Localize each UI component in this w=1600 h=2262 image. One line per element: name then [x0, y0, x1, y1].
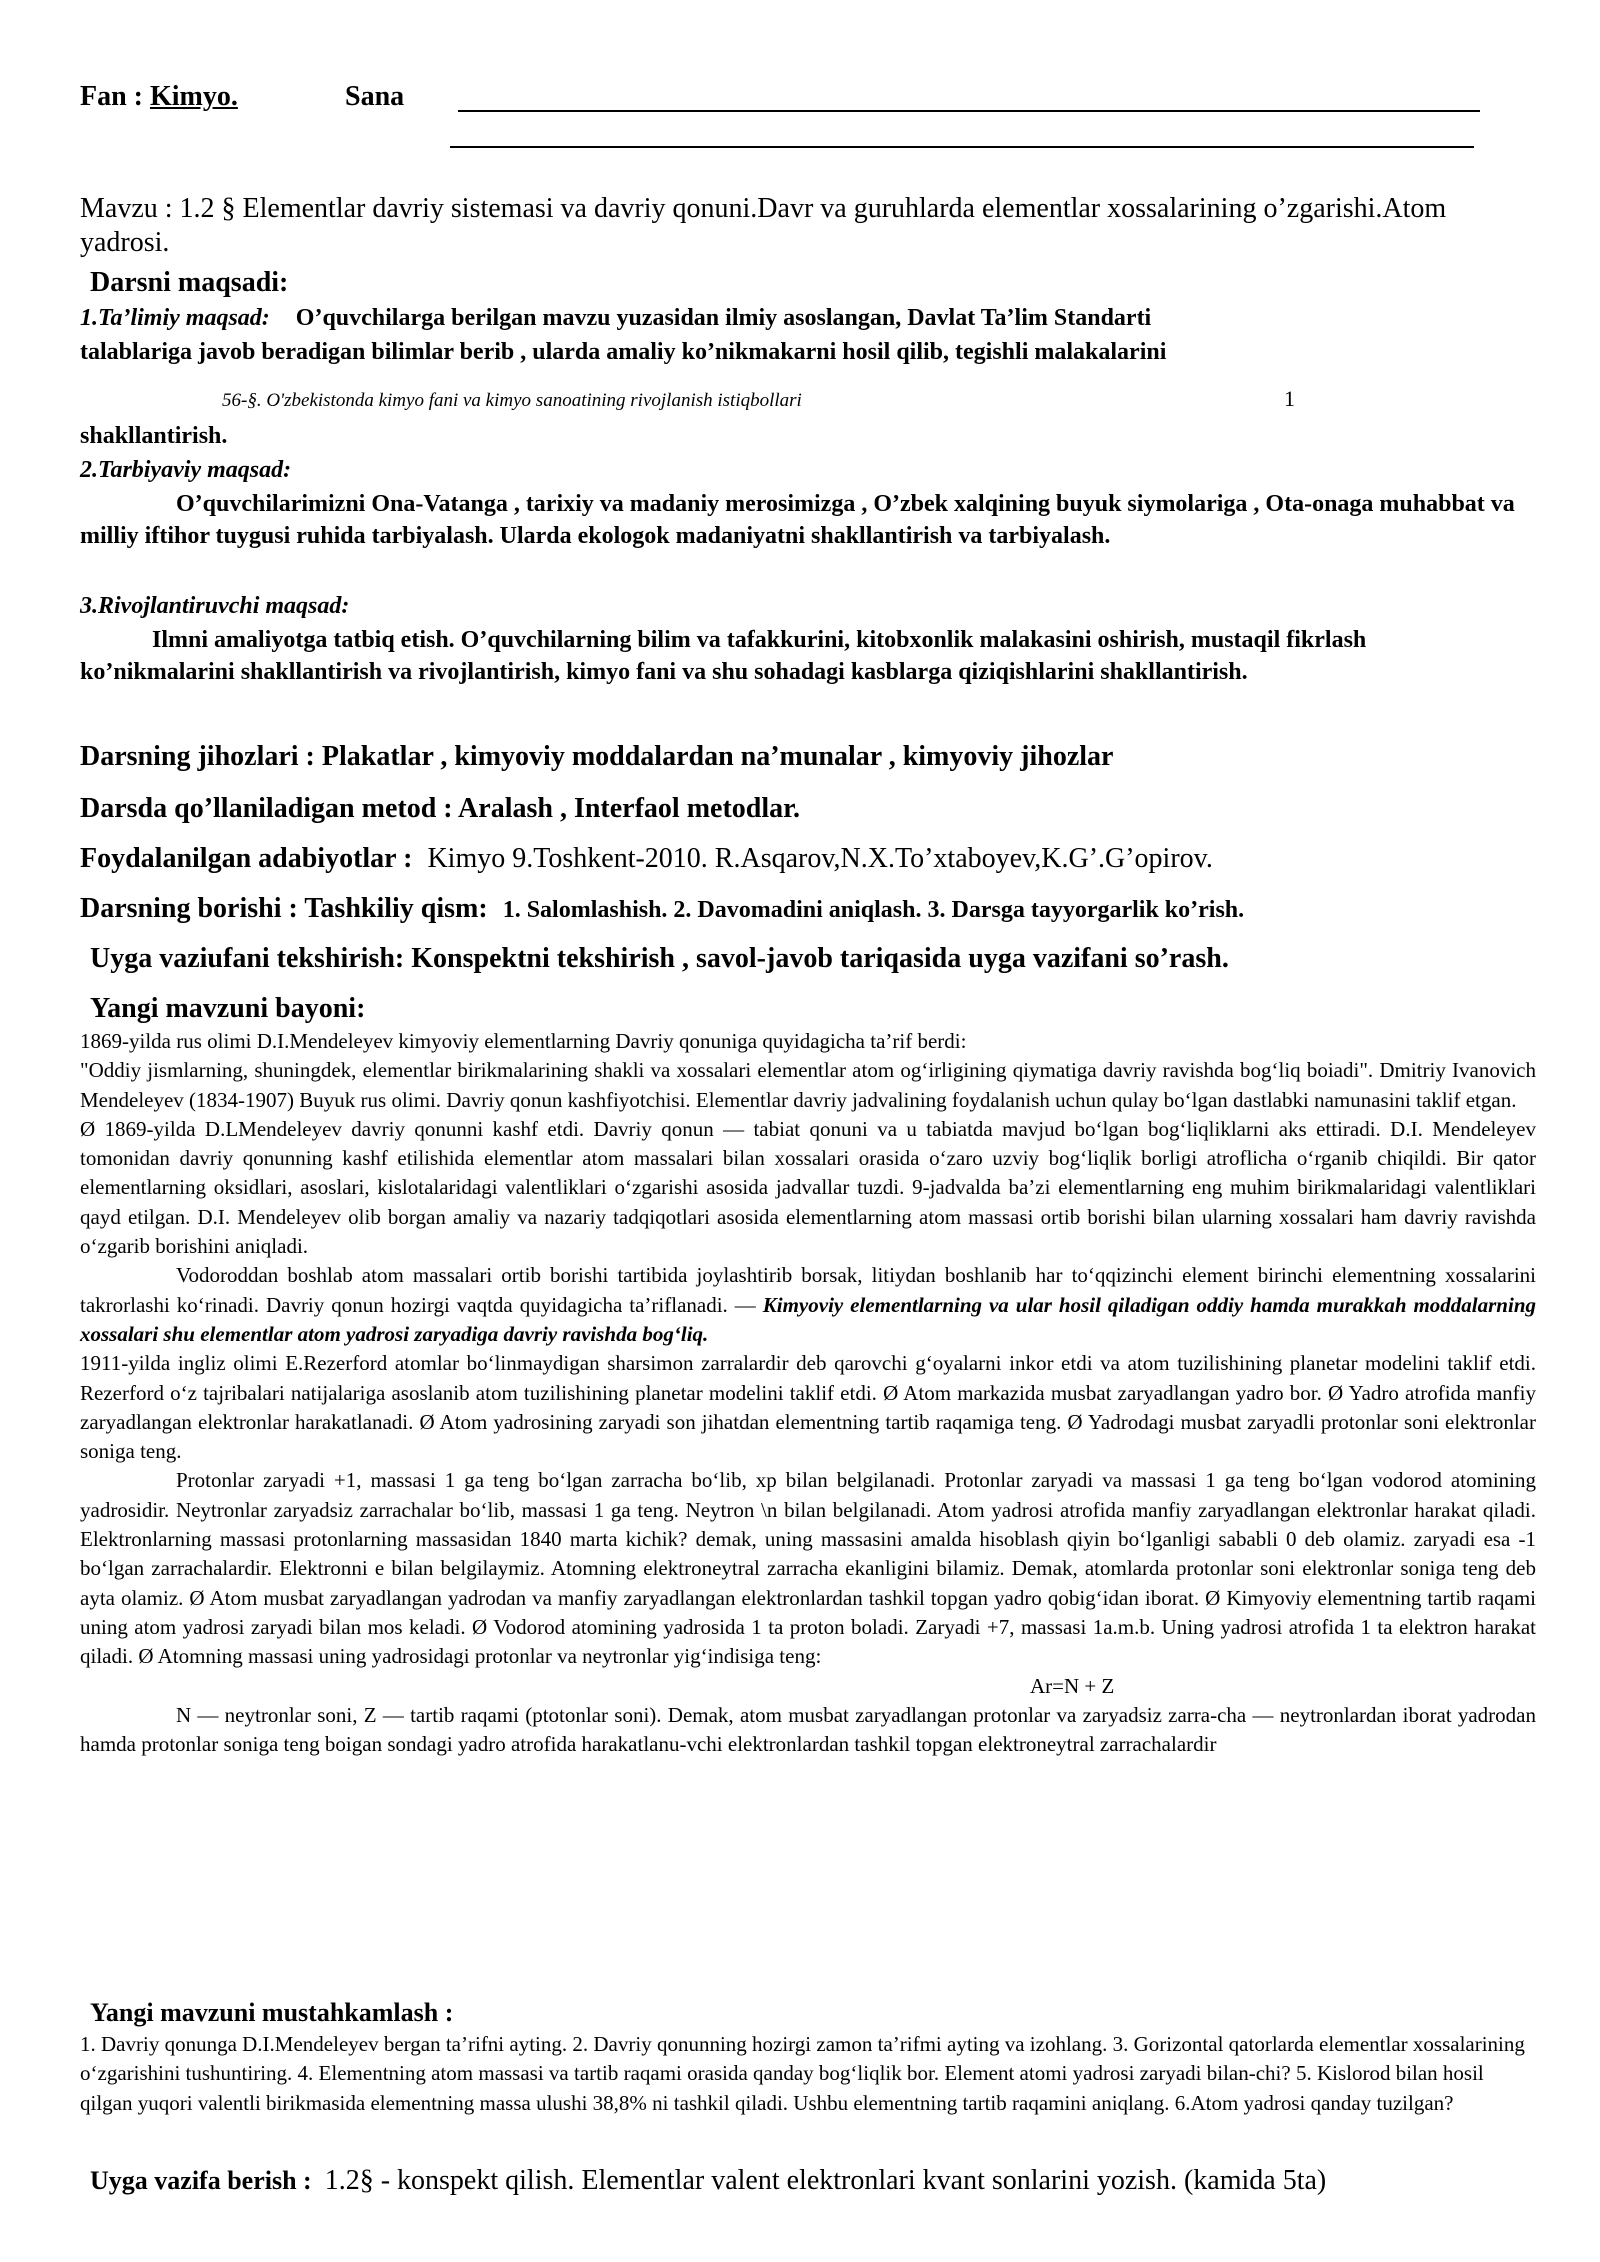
homework-label: Uyga vazifa berish : [90, 2166, 312, 2195]
method-line: Darsda qo’llaniladigan metod : Aralash , Interfaol metodlar. [80, 793, 800, 824]
goals-heading: Darsni maqsadi: [90, 267, 289, 298]
body-text [80, 1027, 1536, 1759]
equipment-line: Darsning jihozlari : Plakatlar , kimyoviy moddalardan na’munalar , kimyoviy jihozlar [80, 741, 1114, 772]
sana-label: Sana [345, 81, 405, 112]
goal-1-line-a [80, 302, 1520, 334]
homework-line [90, 2164, 1326, 2198]
fan-value: Kimyo. [150, 81, 238, 112]
paragraph-1: 1869-yilda rus olimi D.I.Mendeleyev kimyoviy elementlarning Davriy qonuniga quyidagicha ta’rif berdi: [80, 1029, 967, 1053]
reinforcement-heading: Yangi mavzuni mustahkamlash : [90, 1998, 454, 2027]
goal-2-text: O’quvchilarimizni Ona-Vatanga , tarixiy va madaniy merosimizga , O’zbek xalqining buyuk siymolariga , Ota-onaga muhabbat va milliy iftihor tuygusi ruhida tarbiyalash. Ularda ekologok madaniyatni shakllantirish va tarbiyalash. [80, 491, 1515, 549]
new-topic-heading: Yangi mavzuni bayoni: [90, 993, 366, 1024]
subject-line [80, 80, 238, 114]
date-line-1 [458, 110, 1480, 112]
goal-1-text-c: shakllantirish. [80, 423, 228, 449]
footer-page-number: 1 [1284, 386, 1295, 411]
goal-3-text: Ilmni amaliyotga tatbiq etish. O’quvchilarning bilim va tafakkurini, kitobxonlik malakasini oshirish, mustaqil fikrlash ko’nikmalarini shakllantirish va rivojlantirish, kimyo fani va shu sohadagi kasblarga qiziqishlarini shakllantirish. [80, 627, 1367, 685]
footer-reference: 56-§. O'zbekistonda kimyo fani va kimyo sanoatining rivojlanish istiqbollari [222, 390, 802, 411]
lesson-flow-value: 1. Salomlashish. 2. Davomadini aniqlash. 3. Darsga tayyorgarlik ko’rish. [502, 897, 1245, 923]
goal-1-text-a: O’quvchilarga berilgan mavzu yuzasidan ilmiy asoslangan, Davlat Ta’lim Standarti [295, 305, 1152, 331]
paragraph-2: "Oddiy jismlarning, shuningdek, elementlar birikmalarining shakli va xossalari elementlar atom og‘irligining qiymatiga davriy ravishda bog‘liq boiadi". Dmitriy Ivanovich Mendeleyev (1834-1907) Buyuk rus olimi. Davriy qonun kashfiyotchisi. Elementlar davriy jadvalining foydalanish uchun qulay bo‘lgan dastlabki namunasini taklif etgan. [80, 1058, 1536, 1112]
paragraph-7: N — neytronlar soni, Z — tartib raqami (ptotonlar soni). Demak, atom musbat zaryadlangan protonlar va zaryadsiz zarra-cha — neytronlardan iborat yadrodan hamda protonlar soniga teng boigan sondagi yadro atrofida harakatlanu-vchi elektronlardan tashkil topgan elektroneytral zarrachalardir [80, 1702, 1536, 1757]
goal-1-label: 1.Ta’limiy maqsad: [80, 305, 270, 331]
paragraph-4-text: Vodoroddan boshlab atom massalari ortib borishi tartibida joylashtirib borsak, litiydan boshlanib har to‘qqizinchi element birinchi elementning xossalarini takrorlashi ko‘rinadi. Davriy qonun hozirgi vaqtda quyidagicha ta’riflanadi. — [80, 1263, 1536, 1317]
homework-check-line: Uyga vaziufani tekshirish: Konspektni tekshirish , savol-javob tariqasida uyga vazifani so’rash. [90, 943, 1229, 974]
lesson-topic: Mavzu : 1.2 § Elementlar davriy sistemasi va davriy qonuni.Davr va guruhlarda elementlar xossalarining o’zgarishi.Atom yadrosi. [80, 193, 1447, 258]
reinforcement-questions: 1. Davriy qonunga D.I.Mendeleyev bergan ta’rifni ayting. 2. Davriy qonunning hozirgi zamon ta’rifmi ayting va izohlang. 3. Gorizontal qatorlarda elementlar xossalarining o‘zgarishini tushuntiring. 4. Elementning atom massasi va tartib raqami orasida qanday bog‘liqlik bor. Element atomi yadrosi zaryadi bilan-chi? 5. Kislorod bilan hosil qilgan yuqori valentli birikmasida elementning massa ulushi 38,8% ni tashkil qiladi. Ushbu elementning tartib raqamini aniqlang. 6.Atom yadrosi qanday tuzilgan? [80, 2032, 1525, 2115]
literature-line [80, 842, 1213, 876]
periodic-law-definition: Kimyoviy elementlarning va ular hosil qiladigan oddiy hamda murakkah moddalarning xossalari shu elementlar atom yadrosi zaryadiga davriy ravishda bog‘liq. [80, 1292, 1536, 1346]
fan-label: Fan : [80, 81, 143, 112]
homework-value: 1.2§ - konspekt qilish. Elementlar valent elektronlari kvant sonlarini yozish. (kamida 5ta) [324, 2165, 1327, 2196]
mass-formula: Ar=N + Z [1030, 1673, 1115, 1698]
literature-value: Kimyo 9.Toshkent-2010. R.Asqarov,N.X.To’xtaboyev,K.G’.G’opirov. [427, 843, 1213, 874]
goal-3-label: 3.Rivojlantiruvchi maqsad: [80, 593, 350, 619]
paragraph-6: Protonlar zaryadi +1, massasi 1 ga teng bo‘lgan zarracha bo‘lib, xp bilan belgilanadi. Protonlar zaryadi va massasi 1 ga teng bo‘lgan vodorod atomining yadrosidir. Neytronlar zaryadsiz zarrachalar bo‘lib, massasi 1 ga teng. Neytron \n bilan belgilanadi. Atom yadrosi atrofida manfiy zaryadlangan elektronlar harakat qiladi. Elektronlarning massasi protonlarning massasidan 1840 marta kichik? demak, uning massasini amalda hisoblash qiyin bo‘lganligi sababli 0 deb olamiz. zaryadi esa -1 bo‘lgan zarrachalardir. Elektronni e bilan belgilaymiz. Atomning elektroneytral zarracha ekanligini bilamiz. Demak, atomlarda protonlar soni elektronlar soniga teng deb ayta olamiz. Ø Atom musbat zaryadlangan yadrodan va manfiy zaryadlangan elektronlardan tashkil topgan yadro qobig‘idan iborat. Ø Kimyoviy elementning tartib raqami uning atom yadrosi zaryadi bilan mos keladi. Ø Vodorod atomining yadrosida 1 ta proton boladi. Zaryadi +7, massasi 1a.m.b. Uning yadrosi atrofida 1 ta elektron harakat qiladi. Ø Atomning massasi uning yadrosidagi protonlar va neytronlar yig‘indisiga teng: [80, 1468, 1536, 1669]
paragraph-4 [80, 1261, 1536, 1349]
paragraph-5: 1911-yilda ingliz olimi E.Rezerford atomlar bo‘linmaydigan sharsimon zarralardir deb qarovchi g‘oyalarni inkor etdi va atom tuzilishining planetar modelini taklif etdi. Rezerford o‘z tajribalari natijalariga asoslanib atom tuzilishining planetar modelini taklif etdi. Ø Atom markazida musbat zaryadlangan yadro bor. Ø Yadro atrofida manfiy zaryadlangan elektronlar harakatlanadi. Ø Atom yadrosining zaryadi son jihatdan elementning tartib raqamiga teng. Ø Yadrodagi musbat zaryadli protonlar soni elektronlar soniga teng. [80, 1351, 1536, 1464]
lesson-flow-line [80, 892, 1244, 927]
literature-label: Foydalanilgan adabiyotlar : [80, 843, 413, 874]
date-line-2 [450, 146, 1474, 148]
paragraph-3: Ø 1869-yilda D.LMendeleyev davriy qonunni kashf etdi. Davriy qonun — tabiat qonuni va u tabiatda mavjud bo‘lgan bog‘liqliklarni aks ettiradi. D.I. Mendeleyev tomonidan davriy qonunning kashf etilishida elementlar atom massalari bilan xossalari orasida o‘zaro uzviy bog‘liqlik borligi atroflicha o‘rganib chiqildi. Bir qator elementlarning oksidlari, asoslari, kislotalaridagi valentliklari o‘zgarishi asosida jadvallar tuzdi. 9-jadvalda ba’zi elementlarning eng muhim birikmalaridagi valentliklari qayd etilgan. D.I. Mendeleyev olib borgan amaliy va nazariy tadqiqotlari asosida elementlarning atom massasi ortib borishi bilan ularning xossalari ham davriy ravishda o‘zgarib borishini aniqladi. [80, 1116, 1536, 1259]
lesson-flow-label: Darsning borishi : Tashkiliy qism: [80, 893, 488, 924]
goal-1-text-b: talablariga javob beradigan bilimlar berib , ularda amaliy ko’nikmakarni hosil qilib, tegishli malakalarini [80, 339, 1167, 365]
goal-2-label: 2.Tarbiyaviy maqsad: [80, 457, 292, 483]
